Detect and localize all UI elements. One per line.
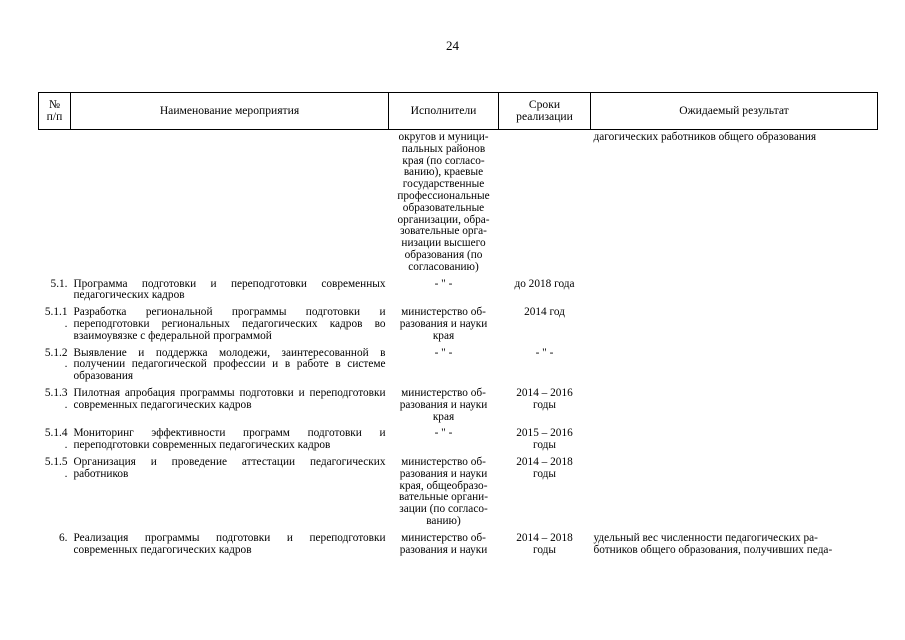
table-row xyxy=(39,456,878,532)
table-row xyxy=(39,306,878,346)
table-row xyxy=(39,130,878,278)
row-name: Мониторинг эффективности программ подготовки и переподготовки современных педагогических кадров xyxy=(73,427,386,452)
row-result: удельный вес численности педагогических ра- ботников общего образования, получивших педа- xyxy=(593,531,833,556)
row-terms: - " - xyxy=(535,346,554,359)
row-name xyxy=(71,130,389,278)
row-name: Программа подготовки и переподготовки современных педагогических кадров xyxy=(73,277,386,302)
row-num xyxy=(39,130,71,278)
row-name: Пилотная апробация программы подготовки и переподготовки современных педагогических кадров xyxy=(73,386,386,411)
row-executors: - " - xyxy=(434,427,453,440)
table-row xyxy=(39,347,878,387)
page-number: 24 xyxy=(446,38,459,53)
row-terms: 2014 год xyxy=(524,306,565,319)
table-header-row xyxy=(39,93,878,130)
row-executors: - " - xyxy=(434,277,453,290)
table-row xyxy=(39,427,878,456)
row-executors: министерство об- разования и науки края xyxy=(399,306,488,342)
row-result xyxy=(591,278,878,307)
header-name: Наименование мероприятия xyxy=(71,93,389,130)
row-result xyxy=(591,306,878,346)
row-executors: министерство об- разования и науки края, общеобразо- вательные органи- зации (по согласо- ванию) xyxy=(399,455,488,527)
table-row xyxy=(39,387,878,427)
row-name: Организация и проведение аттестации педагогических работников xyxy=(73,455,386,480)
table-row xyxy=(39,278,878,307)
row-result xyxy=(591,427,878,456)
header-executors: Исполнители xyxy=(389,93,499,130)
row-terms: 2014 – 2018 годы xyxy=(516,455,573,480)
row-terms: 2015 – 2016 годы xyxy=(516,427,573,452)
row-terms: до 2018 года xyxy=(514,277,575,290)
row-result: дагогических работников общего образования xyxy=(593,131,817,143)
header-num: № п/п xyxy=(39,93,71,130)
header-result: Ожидаемый результат xyxy=(591,93,878,130)
row-terms xyxy=(499,130,591,278)
header-terms: Сроки реализации xyxy=(499,93,591,130)
row-num: 5.1.2 . xyxy=(44,346,68,371)
row-result xyxy=(591,387,878,427)
row-executors: - " - xyxy=(434,346,453,359)
row-result xyxy=(591,456,878,532)
row-executors: министерство об- разования и науки края xyxy=(399,386,488,423)
row-result xyxy=(591,347,878,387)
row-num: 5.1. xyxy=(50,277,68,290)
row-executors: министерство об- разования и науки xyxy=(399,531,488,556)
row-name: Разработка региональной программы подготовки и переподготовки региональных педагогических кадров во взаимоувязке с федеральной программой xyxy=(73,306,386,342)
row-num: 5.1.5 . xyxy=(44,455,68,480)
row-executors: округов и муници- пальных районов края (по согласо- ванию), краевые государственные профессиональные образовательные организации, обра- зовательные орга- низации высшего образования (по согласованию) xyxy=(397,131,490,273)
row-terms: 2014 – 2016 годы xyxy=(516,386,573,411)
row-num: 5.1.1 . xyxy=(44,306,68,330)
table-row xyxy=(39,532,878,561)
activities-table xyxy=(38,92,878,560)
row-num: 5.1.3 . xyxy=(44,386,68,411)
row-num: 5.1.4 . xyxy=(44,427,68,452)
row-num: 6. xyxy=(59,531,68,544)
row-terms: 2014 – 2018 годы xyxy=(516,531,573,556)
row-name: Реализация программы подготовки и переподготовки современных педагогических кадров xyxy=(73,531,386,556)
row-name: Выявление и поддержка молодежи, заинтересованной в получении педагогической профессии и в работе в системе образования xyxy=(73,346,386,383)
